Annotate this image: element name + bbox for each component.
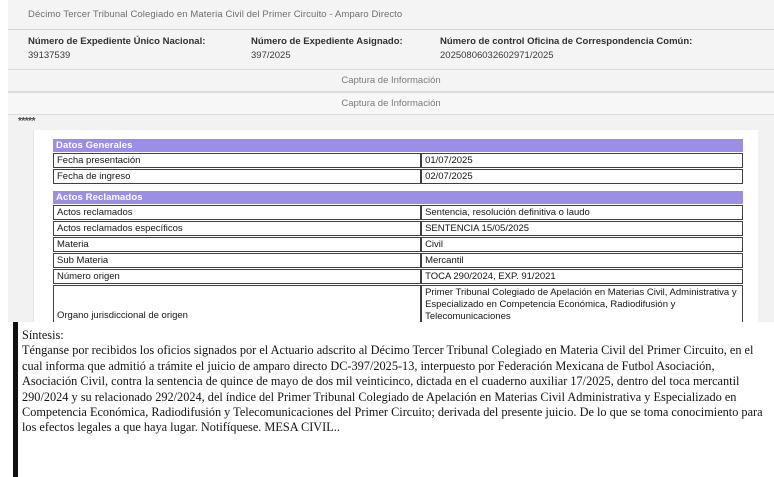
field-label: Número de Expediente Asignado:: [251, 36, 403, 47]
row-value[interactable]: Sentencia, resolución definitiva o laudo: [421, 205, 743, 220]
asterisk-marker: *****: [18, 116, 35, 127]
row-key: Materia: [53, 237, 421, 252]
row-key: Sub Materia: [53, 253, 421, 268]
field-label: Número de Expediente Único Nacional:: [28, 36, 206, 47]
form-card: [33, 130, 758, 322]
captura-informacion-label: Captura de Información: [341, 75, 441, 86]
section-title: Actos Reclamados: [53, 191, 743, 204]
captura-informacion-row-2[interactable]: [8, 92, 774, 115]
field-expediente-asignado: [251, 36, 403, 62]
row-value[interactable]: TOCA 290/2024, EXP. 91/2021: [421, 269, 743, 284]
expediente-header-block: [8, 31, 774, 68]
court-title-bar: [8, 0, 774, 30]
section-title: Datos Generales: [53, 139, 743, 152]
table-row: [53, 221, 743, 236]
court-title: Décimo Tercer Tribunal Colegiado en Materia Civil del Primer Circuito - Amparo Directo: [28, 9, 403, 20]
section-datos-generales: [53, 139, 743, 185]
sintesis-body: [22, 328, 764, 436]
captura-informacion-row-1[interactable]: [8, 69, 774, 92]
row-value[interactable]: 01/07/2025: [421, 153, 743, 168]
row-value[interactable]: Primer Tribunal Colegiado de Apelación en Materias Civil, Administrativa y Especializado en Competencia Económica, Radiodifusión y Telecomunicaciones: [421, 285, 743, 322]
sintesis-text: Ténganse por recibidos los oficios signados por el Actuario adscrito al Décimo Tercer Tribunal Colegiado en Materia Civil del Primer Circuito, en el cual informa que admitió a trámite el juicio de amparo directo DC-397/2025-13, interpuesto por Federación Mexicana de Futbol Asociación, Asociación Civil, contra la sentencia de quince de mayo de dos mil veinticinco, dictada en el cuaderno auxiliar 17/2025, dentro del toca mercantil 290/2024 y su relacionado 292/2024, del índice del Primer Tribunal Colegiado de Apelación en Materias Civil Administrativa y Especializado en Competencia Económica, Radiodifusión y Telecomunicaciones del Primer Circuito; derivada del presente juicio. De lo que se toma conocimiento para los efectos legales a que haya lugar. Notifíquese. MESA CIVIL..: [22, 343, 763, 435]
field-value: 20250806032602971/2025: [440, 50, 554, 61]
row-key: Fecha presentación: [53, 153, 421, 168]
field-numero-control-occ: [440, 36, 692, 62]
row-key: Fecha de ingreso: [53, 169, 421, 184]
sintesis-left-bar: [13, 322, 18, 477]
row-key: Actos reclamados: [53, 205, 421, 220]
field-expediente-unico-nacional: [28, 36, 205, 62]
row-key: Organo jurisdiccional de origen: [53, 285, 421, 322]
row-value[interactable]: SENTENCIA 15/05/2025: [421, 221, 743, 236]
table-row: [53, 285, 743, 322]
field-value: 397/2025: [251, 50, 291, 61]
section-actos-reclamados: [53, 191, 743, 322]
row-value[interactable]: Mercantil: [421, 253, 743, 268]
row-value[interactable]: 02/07/2025: [421, 169, 743, 184]
table-row: [53, 153, 743, 168]
row-key: Número origen: [53, 269, 421, 284]
table-row: [53, 237, 743, 252]
field-label: Número de control Oficina de Correspondencia Común:: [440, 36, 693, 47]
table-row: [53, 169, 743, 184]
sintesis-heading: Síntesis:: [22, 328, 64, 342]
captura-informacion-label: Captura de Información: [341, 98, 441, 109]
datos-generales-table: [53, 152, 743, 185]
row-value[interactable]: Civil: [421, 237, 743, 252]
sintesis-pane: [0, 322, 774, 477]
row-key: Actos reclamados específicos: [53, 221, 421, 236]
table-row: [53, 269, 743, 284]
table-row: [53, 253, 743, 268]
table-row: [53, 205, 743, 220]
actos-reclamados-table: [53, 204, 743, 322]
field-value: 39137539: [28, 50, 71, 61]
